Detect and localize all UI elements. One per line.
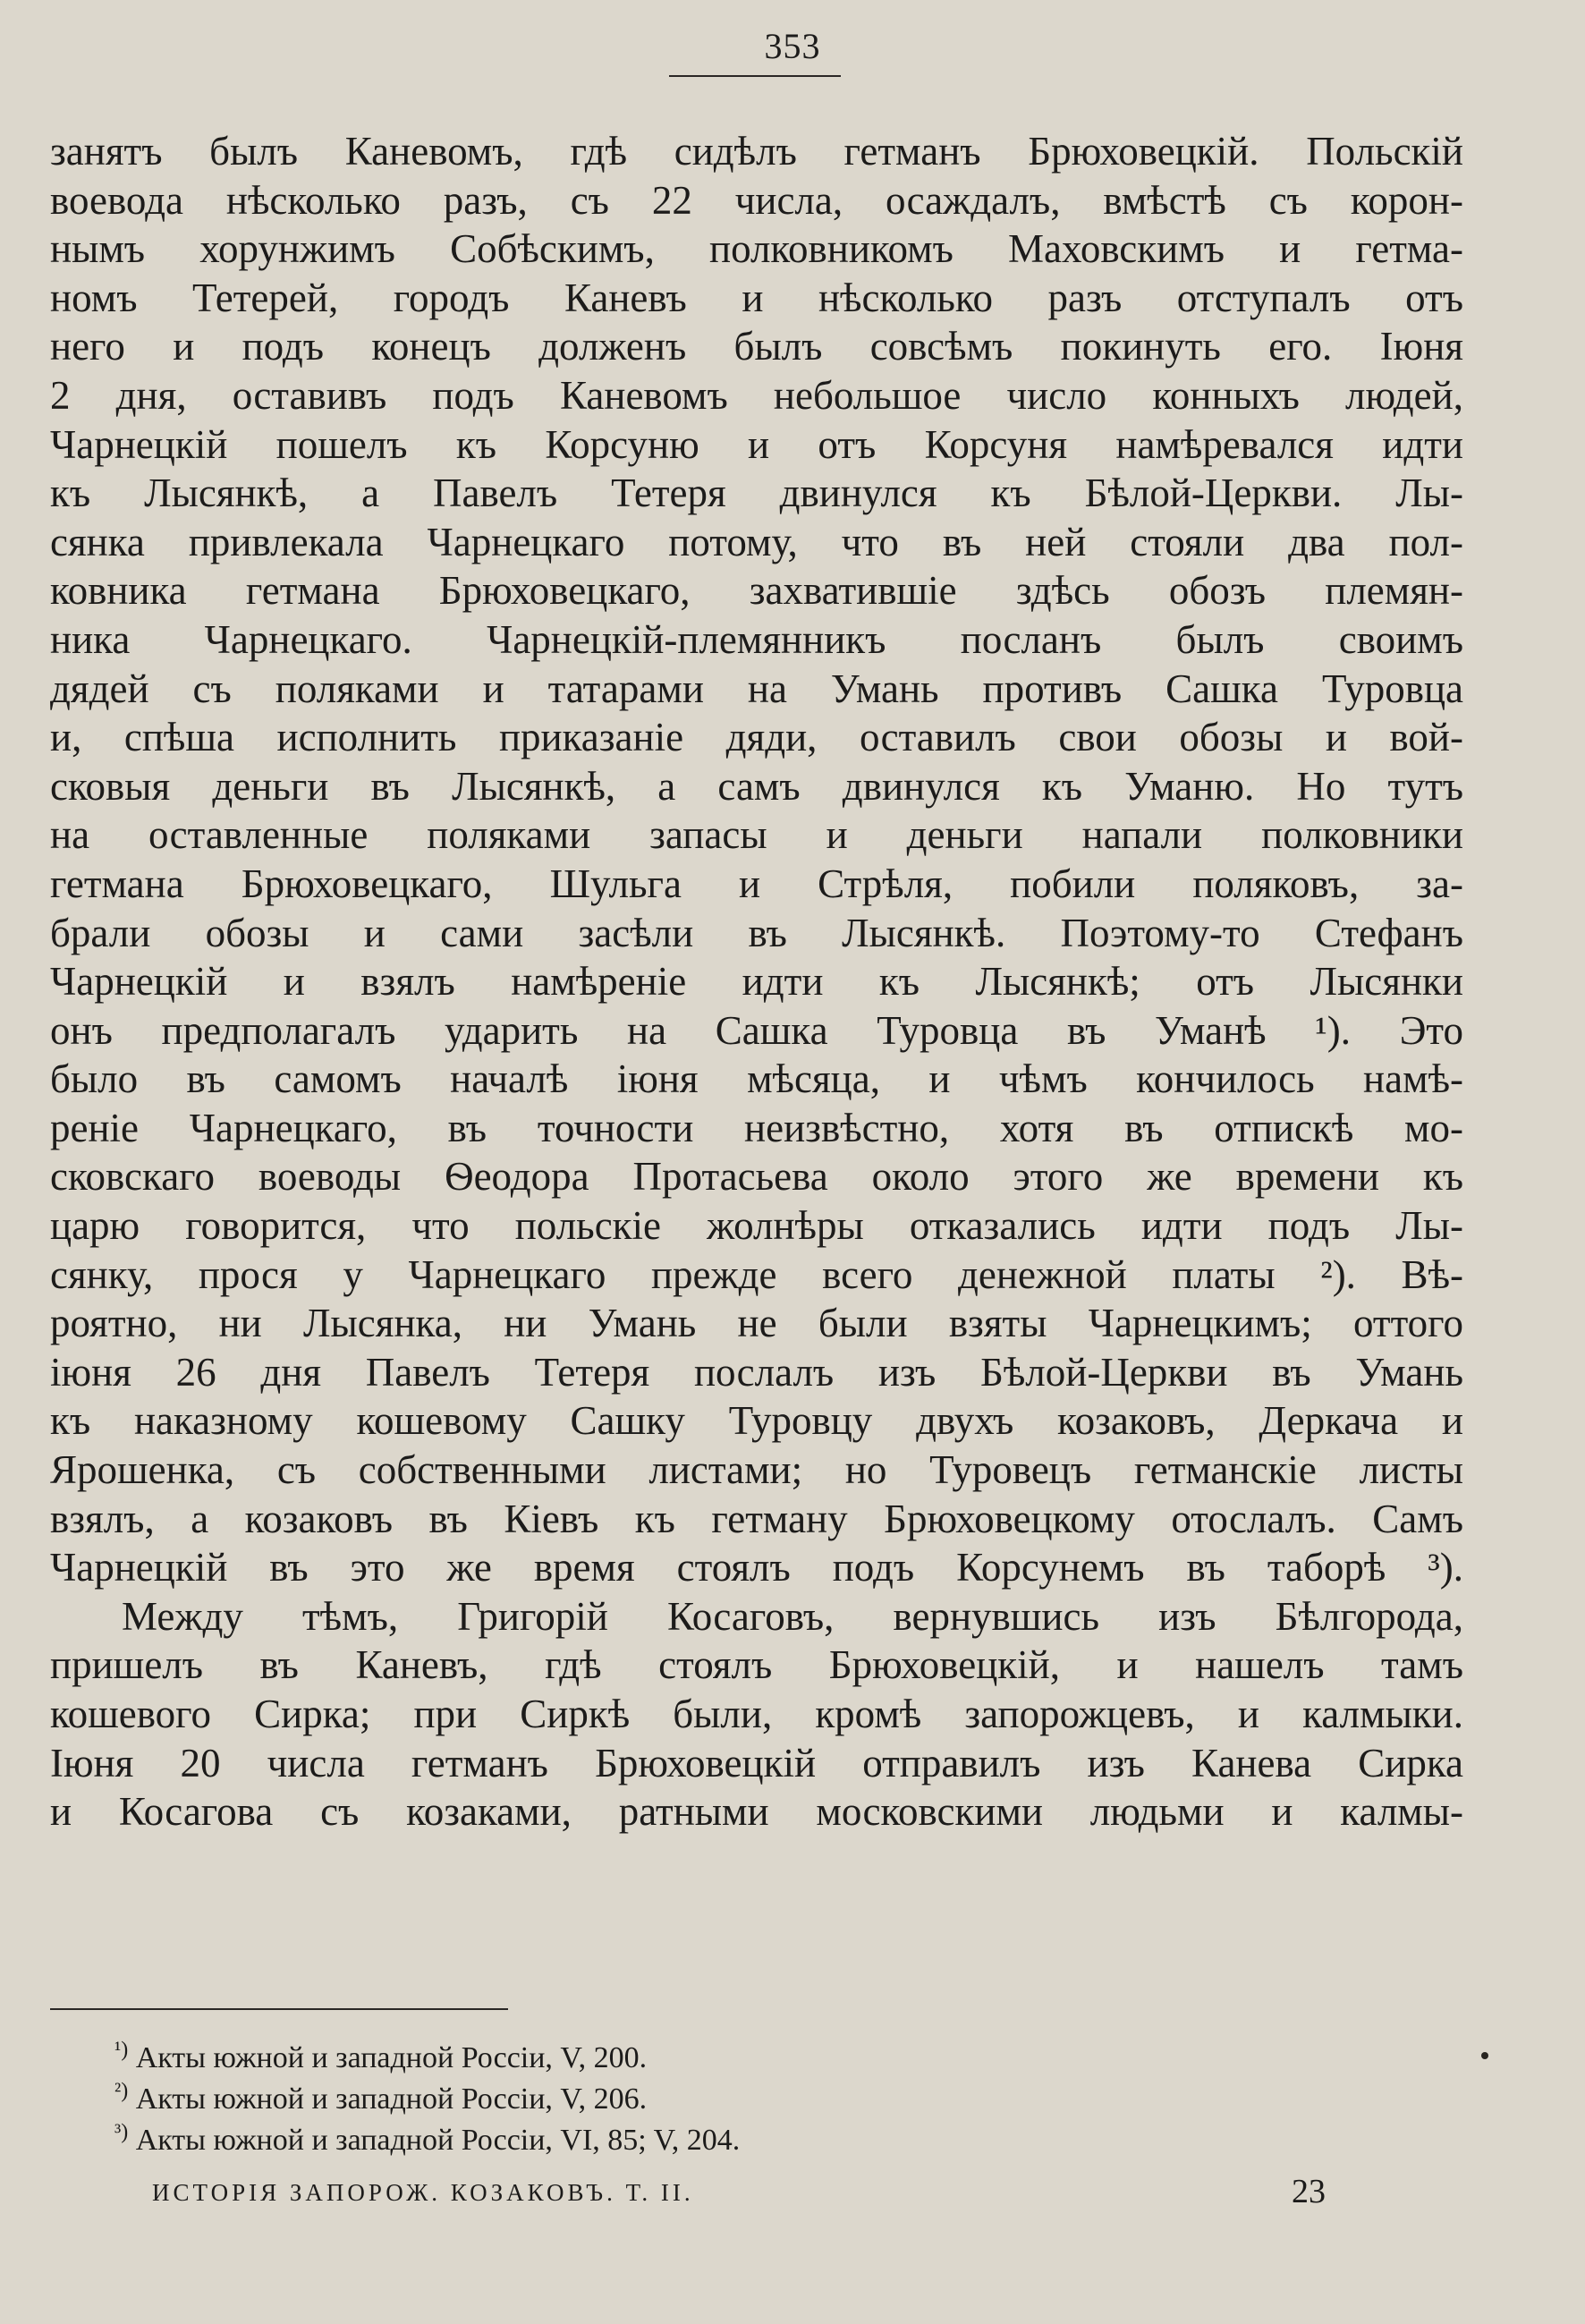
ink-spot: [1481, 2052, 1488, 2059]
text-line: кошевого Сирка; при Сиркѣ были, кромѣ запорожцевъ, и калмыки.: [50, 1692, 1463, 1736]
footnote-rule: [50, 2008, 508, 2010]
text-line: реніе Чарнецкаго, въ точности неизвѣстно, хотя въ отпискѣ мо-: [50, 1105, 1463, 1150]
text-line: сковыя деньги въ Лысянкѣ, а самъ двинулся къ Уманю. Но тутъ: [50, 763, 1463, 809]
footnote: [114, 2038, 1188, 2079]
text-line: Чарнецкій въ это же время стоялъ подъ Корсунемъ въ таборѣ ³).: [50, 1545, 1463, 1590]
footnote-marker: ³): [114, 2120, 129, 2144]
page-number-rule: [669, 75, 841, 77]
text-line: Чарнецкій и взялъ намѣреніе идти къ Лысянкѣ; отъ Лысянки: [50, 959, 1463, 1005]
footnote-marker: ¹): [114, 2038, 129, 2062]
footnote: [114, 2079, 1188, 2120]
text-line: на оставленные поляками запасы и деньги напали полковники: [50, 812, 1463, 858]
text-line: сянку, прося у Чарнецкаго прежде всего денежной платы ²). Вѣ-: [50, 1251, 1463, 1297]
text-line: царю говорится, что польскіе жолнѣры отказались идти подъ Лы-: [50, 1203, 1463, 1249]
text-line: номъ Тетерей, городъ Каневъ и нѣсколько разъ отступалъ отъ: [50, 275, 1463, 320]
text-line: нымъ хорунжимъ Собѣскимъ, полковникомъ Маховскимъ и гетма-: [50, 226, 1463, 272]
text-line: сянка привлекала Чарнецкаго потому, что въ ней стояли два пол-: [50, 519, 1463, 564]
text-line: гетмана Брюховецкаго, Шульга и Стрѣля, побили поляковъ, за-: [50, 861, 1463, 906]
text-line: Чарнецкій пошелъ къ Корсуню и отъ Корсуня намѣревался идти: [50, 421, 1463, 467]
text-line: было въ самомъ началѣ іюня мѣсяца, и чѣмъ кончилось намѣ-: [50, 1056, 1463, 1102]
footnote: [114, 2120, 1188, 2161]
text-line: воевода нѣсколько разъ, съ 22 числа, осаждалъ, вмѣстѣ съ корон-: [50, 177, 1463, 223]
sheet-number: 23: [1292, 2173, 1326, 2210]
text-line: Между тѣмъ, Григорій Косаговъ, вернувшись изъ Бѣлгорода,: [122, 1593, 1463, 1639]
footnote-marker: ²): [114, 2079, 129, 2103]
text-line: 2 дня, оставивъ подъ Каневомъ небольшое число конныхъ людей,: [50, 372, 1463, 418]
text-line: ковника гетмана Брюховецкаго, захватившіе здѣсь обозъ племян-: [50, 568, 1463, 614]
text-line: сковскаго воеводы Ѳеодора Протасьева около этого же времени къ: [50, 1154, 1463, 1200]
text-line: занятъ былъ Каневомъ, гдѣ сидѣлъ гетманъ Брюховецкій. Польскій: [50, 129, 1463, 174]
signature-line: ИСТОРІЯ ЗАПОРОЖ. КОЗАКОВЪ. Т. II.: [152, 2179, 694, 2206]
text-line: Іюня 20 числа гетманъ Брюховецкій отправилъ изъ Канева Сирка: [50, 1740, 1463, 1785]
text-line: къ Лысянкѣ, а Павелъ Тетеря двинулся къ Бѣлой-Церкви. Лы-: [50, 471, 1463, 516]
page-number: 353: [764, 26, 821, 66]
footnote-text: Акты южной и западной Россіи, VI, 85; V, 204.: [135, 2124, 741, 2157]
text-line: къ наказному кошевому Сашку Туровцу двухъ козаковъ, Деркача и: [50, 1398, 1463, 1444]
text-line: него и подъ конецъ долженъ былъ совсѣмъ покинуть его. Іюня: [50, 324, 1463, 369]
text-line: Ярошенка, съ собственными листами; но Туровецъ гетманскіе листы: [50, 1447, 1463, 1493]
footnotes: [114, 2038, 1188, 2161]
text-line: ника Чарнецкаго. Чарнецкій-племянникъ посланъ былъ своимъ: [50, 616, 1463, 662]
text-line: и, спѣша исполнить приказаніе дяди, оставилъ свои обозы и вой-: [50, 715, 1463, 760]
body-text: [50, 127, 1463, 1836]
text-line: и Косагова съ козаками, ратными московскими людьми и калмы-: [50, 1789, 1463, 1835]
footnote-text: Акты южной и западной Россіи, V, 200.: [135, 2041, 648, 2074]
text-line: пришелъ въ Каневъ, гдѣ стоялъ Брюховецкій, и нашелъ тамъ: [50, 1642, 1463, 1688]
footnote-text: Акты южной и западной Россіи, V, 206.: [135, 2082, 648, 2116]
text-line: роятно, ни Лысянка, ни Умань не были взяты Чарнецкимъ; оттого: [50, 1301, 1463, 1346]
text-line: взялъ, а козаковъ въ Кіевъ къ гетману Брюховецкому отослалъ. Самъ: [50, 1496, 1463, 1541]
text-line: іюня 26 дня Павелъ Тетеря послалъ изъ Бѣлой-Церкви въ Умань: [50, 1349, 1463, 1395]
text-line: онъ предполагалъ ударить на Сашка Туровца въ Уманѣ ¹). Это: [50, 1007, 1463, 1053]
text-line: брали обозы и сами засѣли въ Лысянкѣ. Поэтому-то Стефанъ: [50, 910, 1463, 955]
text-line: дядей съ поляками и татарами на Умань противъ Сашка Туровца: [50, 666, 1463, 711]
